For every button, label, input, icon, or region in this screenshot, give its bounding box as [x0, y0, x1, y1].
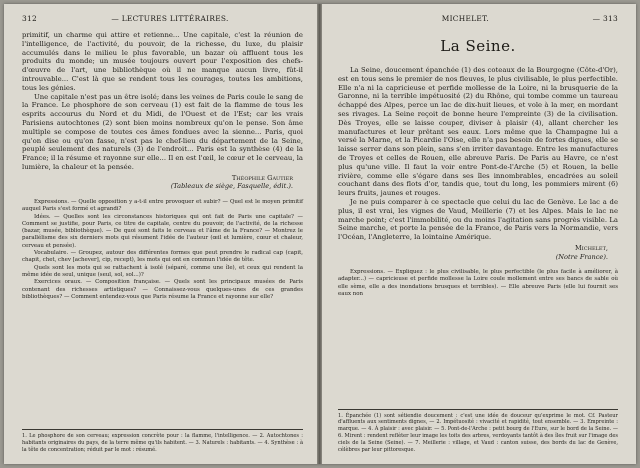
- left-exercise-5: Exercices oraux. — Composition française. — Quels sont les principaux musées de Paris contenant des richesses artistiques? — Connaissez-vous quelques-unes de ces grandes bibliothèques? — Comment entendez-vous que Paris résume la France et rayonne sur elle?: [22, 279, 303, 300]
- right-signature-author: Michelet,: [575, 243, 608, 252]
- right-footnotes: [338, 409, 618, 454]
- right-running-title: MICHELET.: [441, 14, 489, 23]
- book-spread: [4, 4, 636, 464]
- left-exercise-4: Quels sont les mots qui se rattachent à isolé (séparé, comme une île), et ceux qui rendent la même idée de seul, unique (seul, sol, sol...)?: [22, 264, 303, 278]
- right-running-head: [338, 14, 618, 23]
- left-paragraph-1: primitif, un charme qui attire et retienne... Une capitale, c'est la réunion de l'intelligence, de l'activité, du pouvoir, de la richesse, du luxe, du plaisir accumulés dans le milieu le plus favorable, un bazar où affluent tous les produits du monde; un musée toujours ouvert pour l'exposition des chefs-d'œuvre de l'art, une bibliothèque où il ne manque aucun livre, fût-il introuvable... C'est là que se rendent tous les courages, toutes les ambitions, tous les génies.: [22, 31, 303, 92]
- left-signature-source: (Tableaux de siège, Fasquelle, édit.).: [170, 182, 293, 191]
- left-footnotes: [22, 429, 303, 454]
- left-running-title: — LECTURES LITTÉRAIRES.: [111, 14, 229, 23]
- right-exercise-1: Expressions. — Expliquez : le plus civilisable, le plus perfectible (le plus facile à améliorer, à adapter...) — capricieuse et perfide mollesse la Loire coule mollement entre ses bancs de sable où elle sème, elle a des inondations brusques et terribles). — Elle abreuve Paris (elle lui fournit ses eaux non: [338, 269, 618, 298]
- left-paragraph-2: Une capitale n'est pas un être isolé; dans les veines de Paris coule le sang de la France. Le phosphore de son cerveau (1) est fait de la flamme de tous les esprits accourus du Nord et du Midi, de l'Ouest et de l'Est; car les vrais Parisiens autochtones (2) sont bien moins nombreux qu'on le pense. Son âme multiple se compose de toutes ces âmes fondues avec la sienne... Paris, quoi qu'on dise ou qu'on fasse, n'est pas le chef-lieu du département de la Seine, peuplé seulement des naturels (3) de l'endroit... Paris est la synthèse (4) de la France; il la résume et rayonne sur elle... Il en est l'œil, le cœur et le cerveau, la lumière, la chaleur et la pensée.: [22, 92, 303, 171]
- left-footnote: 1. Le phosphore de son cerveau; expression concrète pour : la flamme, l'intelligence. — 2. Autochtones : habitants originaires du pays, de la terre même qu'ils habitent. — 3. Naturels : habitants. — 4. Synthèse : à la tête de concentration; réduit par le mot : résumé.: [22, 433, 303, 454]
- left-signature-author: Théophile Gautier: [231, 173, 293, 182]
- left-exercise-3: Vocabulaire. — Groupez, autour des différentes formes que peut prendre le radical cap (capit, chapit, chet, chev [achever], cip, recept), les mots qui ont en commun l'idée de tête.: [22, 250, 303, 264]
- right-signature: [338, 244, 618, 261]
- right-page: [322, 4, 636, 464]
- left-exercise-2: Idées. — Quelles sont les circonstances historiques qui ont fait de Paris une capitale? — Comment se justifie, pour Paris, ce titre de capitale, centre du pouvoir, de l'activité, de la richesse (bazar, musée, bibliothèque). — De quoi sont faits le cerveau et l'âme de la France? — Montrez le parallélisme des six derniers mots qui résument l'idée de l'auteur (œil et lumière, cœur et chaleur, cerveau et pensée).: [22, 213, 303, 249]
- right-footnote: 1. Épanchée (1) sont sétiendie doucement : c'est une idée de douceur qu'exprime le mot. Cf. Pasteur d'affluents aux sentiments dignes, — 2. Impétuosité : vivacité et rapidité, tout ensemble. — 3. Empreinte : marque. — 4. À plaisir : avec plaisir. — 5. Pont-de-l'Arche : petit bourg de l'Eure, sur le bord de la Seine. — 6. Mirent : rendent reflèter leur image les toits des arbres, verdoyants tantôt à des îles fruit sur l'image des ciels de la Seine (Seine). — 7. Meillerie : village, et Vaud : canton suisse, des bords du lac de Genève, célèbres par leur pittoresque.: [338, 412, 618, 454]
- left-signature: [22, 174, 303, 191]
- left-page: [4, 4, 317, 464]
- right-paragraph-1: La Seine, doucement épanchée (1) des coteaux de la Bourgogne (Côte-d'Or), est en tous sens le premier de nos fleuves, le plus civilisable, le plus perfectible. Elle n'a ni la capricieuse et perfide mollesse de la Loire, ni la brusquerie de la Garonne, ni la terrible impétuosité (2) du Rhône, qui tombe comme un taureau échappé des Alpes, perce un lac de dix-huit lieues, et vole à la mer, en mordant ses rivages. La Seine reçoit de bonne heure l'empreinte (3) de la civilisation. Dès Troyes, elle se laisse couper, diviser à plaisir (4), allant chercher les manufactures et leur prêtant ses eaux. Lors même que la Champagne lui a versé la Marne, et la Picardie l'Oise, elle n'a pas besoin de fortes digues, elle se laisse serrer dans son plein, sans s'en irriter davantage. Entre les manufactures de Troyes et celles de Rouen, elle abreuve Paris. De Paris au Havre, ce n'est plus qu'une ville. Il faut la voir entre Pont-de-l'Arche (5) et Rouen, la belle rivière, comme elle s'égare dans ses îles innombrables, encadrées au soleil couchant dans des flots d'or, tandis que, tout du long, les pommiers mirent (6) leurs fruits, jaunes et rouges.: [338, 66, 618, 198]
- right-paragraph-2: Je ne puis comparer à ce spectacle que celui du lac de Genève. Le lac a de plus, il est vrai, les vignes de Vaud, Meillerie (7) et les Alpes. Mais le lac ne marche point; c'est l'immobilité, ou du moins l'agitation sans progrès visible. La Seine marche, et porte la pensée de la France, de Paris vers la Normandie, vers l'Océan, l'Angleterre, la lointaine Amérique.: [338, 197, 618, 242]
- right-page-number: — 313: [592, 14, 618, 23]
- left-page-number: 312: [22, 14, 38, 23]
- left-running-head: [22, 14, 303, 23]
- right-signature-source: (Notre France).: [555, 252, 608, 261]
- chapter-title: La Seine.: [440, 37, 516, 55]
- left-exercise-1: Expressions. — Quelle opposition y a-t-il entre provoquer et subir? — Quel est le moyen primitif auquel Paris s'est formé et agrandi?: [22, 198, 303, 213]
